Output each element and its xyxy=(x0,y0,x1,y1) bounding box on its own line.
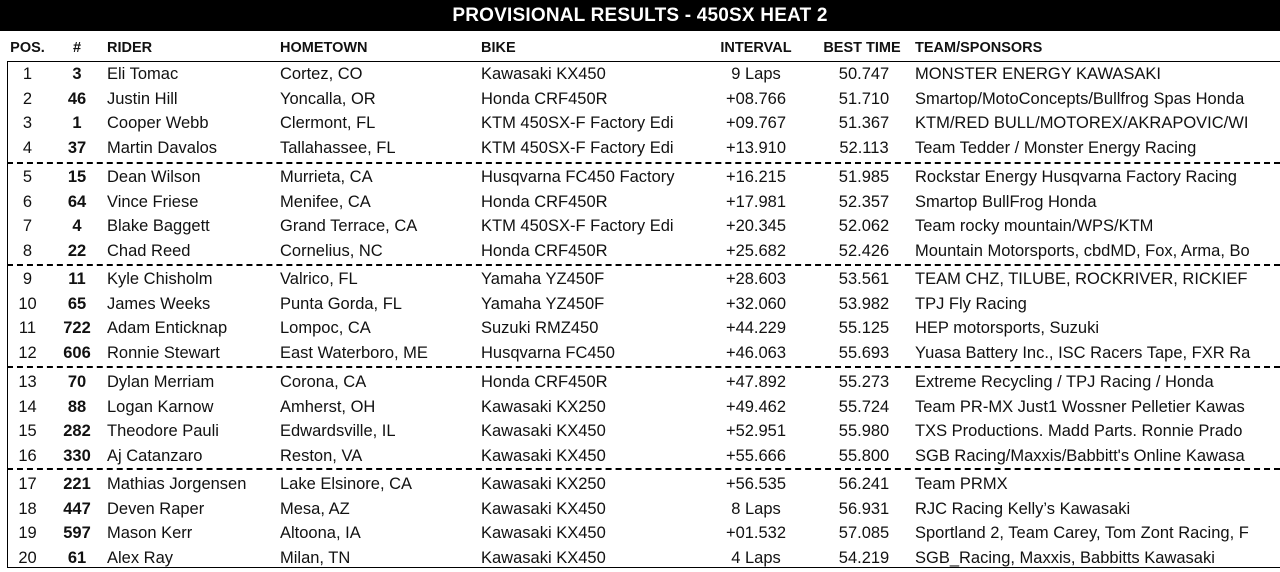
interval-cell: +52.951 xyxy=(725,422,787,440)
number-cell: 3 xyxy=(72,65,82,83)
number-cell: 65 xyxy=(67,294,87,313)
header-hometown: HOMETOWN xyxy=(280,40,368,56)
position-cell: 16 xyxy=(18,446,37,465)
bike-cell: Kawasaki KX450 xyxy=(481,548,606,567)
header-bike: BIKE xyxy=(481,40,516,56)
position-cell: 3 xyxy=(22,114,33,132)
table-row xyxy=(0,136,1280,161)
bike-cell: Kawasaki KX450 xyxy=(481,65,606,83)
team-cell: Mountain Motorsports, cbdMD, Fox, Arma, Bo xyxy=(915,241,1250,260)
hometown-cell: Edwardsville, IL xyxy=(280,422,396,440)
hometown-cell: Reston, VA xyxy=(280,446,363,465)
best-time-cell: 55.693 xyxy=(838,343,890,362)
table-row xyxy=(0,472,1280,497)
group-separator xyxy=(7,162,1280,164)
position-cell: 14 xyxy=(18,397,37,416)
best-time-cell: 51.367 xyxy=(838,114,890,132)
best-time-cell: 55.800 xyxy=(838,446,890,465)
team-cell: Extreme Recycling / TPJ Racing / Honda xyxy=(915,373,1214,391)
number-cell: 722 xyxy=(63,319,91,337)
bike-cell: Kawasaki KX250 xyxy=(481,475,606,493)
header-interval: INTERVAL xyxy=(720,40,792,56)
number-cell: 221 xyxy=(63,475,91,493)
best-time-cell: 55.980 xyxy=(838,422,890,440)
rider-cell: James Weeks xyxy=(107,294,211,313)
position-cell: 13 xyxy=(18,373,37,391)
rider-cell: Aj Catanzaro xyxy=(107,446,203,465)
table-row xyxy=(0,62,1280,87)
number-cell: 46 xyxy=(67,89,87,108)
interval-cell: +20.345 xyxy=(725,217,787,235)
interval-cell: +44.229 xyxy=(725,319,787,337)
team-cell: HEP motorsports, Suzuki xyxy=(915,319,1100,337)
team-cell: Sportland 2, Team Carey, Tom Zont Racing, F xyxy=(915,524,1249,542)
table-row xyxy=(0,239,1280,264)
best-time-cell: 53.982 xyxy=(838,294,890,313)
table-row xyxy=(0,341,1280,366)
number-cell: 330 xyxy=(63,446,91,465)
position-cell: 10 xyxy=(18,294,37,313)
team-cell: Rockstar Energy Husqvarna Factory Racing xyxy=(915,168,1237,186)
table-row xyxy=(0,395,1280,420)
hometown-cell: Valrico, FL xyxy=(280,270,358,288)
group-separator xyxy=(7,366,1280,368)
hometown-cell: Punta Gorda, FL xyxy=(280,294,402,313)
bike-cell: Yamaha YZ450F xyxy=(481,270,605,288)
team-cell: Team PRMX xyxy=(915,475,1008,493)
bike-cell: Honda CRF450R xyxy=(481,241,608,260)
best-time-cell: 52.062 xyxy=(838,217,890,235)
table-row xyxy=(0,546,1280,571)
bike-cell: Kawasaki KX250 xyxy=(481,397,606,416)
best-time-cell: 56.931 xyxy=(838,499,890,518)
rider-cell: Blake Baggett xyxy=(107,217,210,235)
number-cell: 70 xyxy=(67,373,87,391)
header-rider: RIDER xyxy=(107,40,153,56)
rider-cell: Eli Tomac xyxy=(107,65,179,83)
bike-cell: Honda CRF450R xyxy=(481,89,608,108)
best-time-cell: 55.724 xyxy=(838,397,890,416)
group-separator xyxy=(7,264,1280,266)
hometown-cell: Amherst, OH xyxy=(280,397,376,416)
rider-cell: Justin Hill xyxy=(107,89,178,108)
table-row xyxy=(0,214,1280,239)
rider-cell: Ronnie Stewart xyxy=(107,343,220,362)
hometown-cell: Murrieta, CA xyxy=(280,168,373,186)
bike-cell: Kawasaki KX450 xyxy=(481,524,606,542)
position-cell: 12 xyxy=(18,343,37,362)
team-cell: Yuasa Battery Inc., ISC Racers Tape, FXR Ra xyxy=(915,343,1251,362)
rider-cell: Theodore Pauli xyxy=(107,422,219,440)
position-cell: 4 xyxy=(22,138,33,157)
table-row xyxy=(0,190,1280,215)
interval-cell: +09.767 xyxy=(725,114,787,132)
position-cell: 20 xyxy=(18,548,37,567)
rider-cell: Vince Friese xyxy=(107,192,199,211)
number-cell: 597 xyxy=(63,524,91,542)
team-cell: TPJ Fly Racing xyxy=(915,294,1027,313)
number-cell: 606 xyxy=(63,343,91,362)
best-time-cell: 50.747 xyxy=(838,65,890,83)
best-time-cell: 51.710 xyxy=(838,89,890,108)
table-row xyxy=(0,87,1280,112)
rider-cell: Cooper Webb xyxy=(107,114,209,132)
number-cell: 64 xyxy=(67,192,87,211)
best-time-cell: 53.561 xyxy=(838,270,890,288)
number-cell: 447 xyxy=(63,499,91,518)
header-team: TEAM/SPONSORS xyxy=(915,40,1043,56)
position-cell: 1 xyxy=(22,65,33,83)
interval-cell: +28.603 xyxy=(725,270,787,288)
rider-cell: Kyle Chisholm xyxy=(107,270,213,288)
interval-cell: +56.535 xyxy=(725,475,787,493)
number-cell: 1 xyxy=(72,114,82,132)
interval-cell: +25.682 xyxy=(725,241,787,260)
best-time-cell: 54.219 xyxy=(838,548,890,567)
bike-cell: Kawasaki KX450 xyxy=(481,499,606,518)
team-cell: SGB Racing/Maxxis/Babbitt's Online Kawasa xyxy=(915,446,1245,465)
team-cell: TXS Productions. Madd Parts. Ronnie Prado xyxy=(915,422,1243,440)
rider-cell: Chad Reed xyxy=(107,241,191,260)
bike-cell: Husqvarna FC450 xyxy=(481,343,615,362)
team-cell: MONSTER ENERGY KAWASAKI xyxy=(915,65,1162,83)
rider-cell: Deven Raper xyxy=(107,499,205,518)
team-cell: Team PR-MX Just1 Wossner Pelletier Kawas xyxy=(915,397,1245,416)
best-time-cell: 55.273 xyxy=(838,373,890,391)
best-time-cell: 56.241 xyxy=(838,475,890,493)
hometown-cell: Grand Terrace, CA xyxy=(280,217,418,235)
table-row xyxy=(0,316,1280,341)
bike-cell: Kawasaki KX450 xyxy=(481,422,606,440)
number-cell: 282 xyxy=(63,422,91,440)
position-cell: 8 xyxy=(22,241,33,260)
position-cell: 9 xyxy=(22,270,33,288)
hometown-cell: Milan, TN xyxy=(280,548,351,567)
team-cell: TEAM CHZ, TILUBE, ROCKRIVER, RICKIEF xyxy=(915,270,1248,288)
position-cell: 2 xyxy=(22,89,33,108)
best-time-cell: 57.085 xyxy=(838,524,890,542)
rider-cell: Martin Davalos xyxy=(107,138,218,157)
rider-cell: Mason Kerr xyxy=(107,524,193,542)
number-cell: 37 xyxy=(67,138,87,157)
interval-cell: +01.532 xyxy=(725,524,787,542)
hometown-cell: Cortez, CO xyxy=(280,65,363,83)
team-cell: KTM/RED BULL/MOTOREX/AKRAPOVIC/WI xyxy=(915,114,1249,132)
best-time-cell: 52.426 xyxy=(838,241,890,260)
hometown-cell: Tallahassee, FL xyxy=(280,138,396,157)
rider-cell: Dylan Merriam xyxy=(107,373,215,391)
number-cell: 61 xyxy=(67,548,87,567)
hometown-cell: Menifee, CA xyxy=(280,192,371,211)
bike-cell: Suzuki RMZ450 xyxy=(481,319,599,337)
rider-cell: Adam Enticknap xyxy=(107,319,228,337)
table-row xyxy=(0,419,1280,444)
table-row xyxy=(0,444,1280,469)
position-cell: 19 xyxy=(18,524,37,542)
interval-cell: +47.892 xyxy=(725,373,787,391)
bike-cell: KTM 450SX-F Factory Edi xyxy=(481,114,674,132)
bike-cell: Honda CRF450R xyxy=(481,192,608,211)
hometown-cell: Mesa, AZ xyxy=(280,499,350,518)
table-row xyxy=(0,165,1280,190)
header-number: # xyxy=(72,40,82,56)
interval-cell: +17.981 xyxy=(725,192,787,211)
hometown-cell: Lake Elsinore, CA xyxy=(280,475,413,493)
position-cell: 15 xyxy=(18,422,37,440)
page-title: PROVISIONAL RESULTS - 450SX HEAT 2 xyxy=(0,0,1280,31)
best-time-cell: 51.985 xyxy=(838,168,890,186)
team-cell: Smartop BullFrog Honda xyxy=(915,192,1097,211)
position-cell: 7 xyxy=(22,217,33,235)
interval-cell: +55.666 xyxy=(725,446,787,465)
hometown-cell: Altoona, IA xyxy=(280,524,361,542)
bike-cell: Yamaha YZ450F xyxy=(481,294,605,313)
interval-cell: 4 Laps xyxy=(731,548,781,567)
interval-cell: 8 Laps xyxy=(731,499,781,518)
team-cell: Smartop/MotoConcepts/Bullfrog Spas Honda xyxy=(915,89,1245,108)
number-cell: 4 xyxy=(72,217,82,235)
header-best-time: BEST TIME xyxy=(823,40,901,56)
group-separator xyxy=(7,468,1280,470)
position-cell: 6 xyxy=(22,192,33,211)
bike-cell: Honda CRF450R xyxy=(481,373,608,391)
team-cell: Team Tedder / Monster Energy Racing xyxy=(915,138,1197,157)
team-cell: SGB_Racing, Maxxis, Babbitts Kawasaki xyxy=(915,548,1215,567)
rider-cell: Logan Karnow xyxy=(107,397,214,416)
position-cell: 5 xyxy=(22,168,33,186)
table-row xyxy=(0,521,1280,546)
interval-cell: +46.063 xyxy=(725,343,787,362)
best-time-cell: 52.357 xyxy=(838,192,890,211)
number-cell: 22 xyxy=(67,241,87,260)
best-time-cell: 52.113 xyxy=(839,138,889,157)
team-cell: RJC Racing Kelly’s Kawasaki xyxy=(915,499,1131,518)
table-row xyxy=(0,111,1280,136)
bike-cell: KTM 450SX-F Factory Edi xyxy=(481,138,674,157)
position-cell: 11 xyxy=(18,319,37,337)
hometown-cell: Clermont, FL xyxy=(280,114,376,132)
interval-cell: +13.910 xyxy=(725,138,787,157)
header-pos: POS. xyxy=(10,40,45,56)
team-cell: Team rocky mountain/WPS/KTM xyxy=(915,217,1154,235)
rider-cell: Dean Wilson xyxy=(107,168,201,186)
number-cell: 11 xyxy=(68,270,86,288)
number-cell: 15 xyxy=(67,168,87,186)
hometown-cell: Lompoc, CA xyxy=(280,319,371,337)
hometown-cell: Yoncalla, OR xyxy=(280,89,376,108)
bike-cell: KTM 450SX-F Factory Edi xyxy=(481,217,674,235)
interval-cell: +16.215 xyxy=(725,168,787,186)
interval-cell: +08.766 xyxy=(725,89,787,108)
table-row xyxy=(0,267,1280,292)
best-time-cell: 55.125 xyxy=(838,319,890,337)
table-row xyxy=(0,497,1280,522)
rider-cell: Mathias Jorgensen xyxy=(107,475,247,493)
position-cell: 17 xyxy=(18,475,37,493)
rider-cell: Alex Ray xyxy=(107,548,174,567)
bike-cell: Husqvarna FC450 Factory xyxy=(481,168,675,186)
hometown-cell: Cornelius, NC xyxy=(280,241,383,260)
number-cell: 88 xyxy=(67,397,87,416)
table-row xyxy=(0,370,1280,395)
hometown-cell: Corona, CA xyxy=(280,373,367,391)
table-row xyxy=(0,292,1280,317)
position-cell: 18 xyxy=(18,499,37,518)
interval-cell: +49.462 xyxy=(725,397,787,416)
hometown-cell: East Waterboro, ME xyxy=(280,343,428,362)
interval-cell: +32.060 xyxy=(725,294,787,313)
bike-cell: Kawasaki KX450 xyxy=(481,446,606,465)
interval-cell: 9 Laps xyxy=(731,65,781,83)
